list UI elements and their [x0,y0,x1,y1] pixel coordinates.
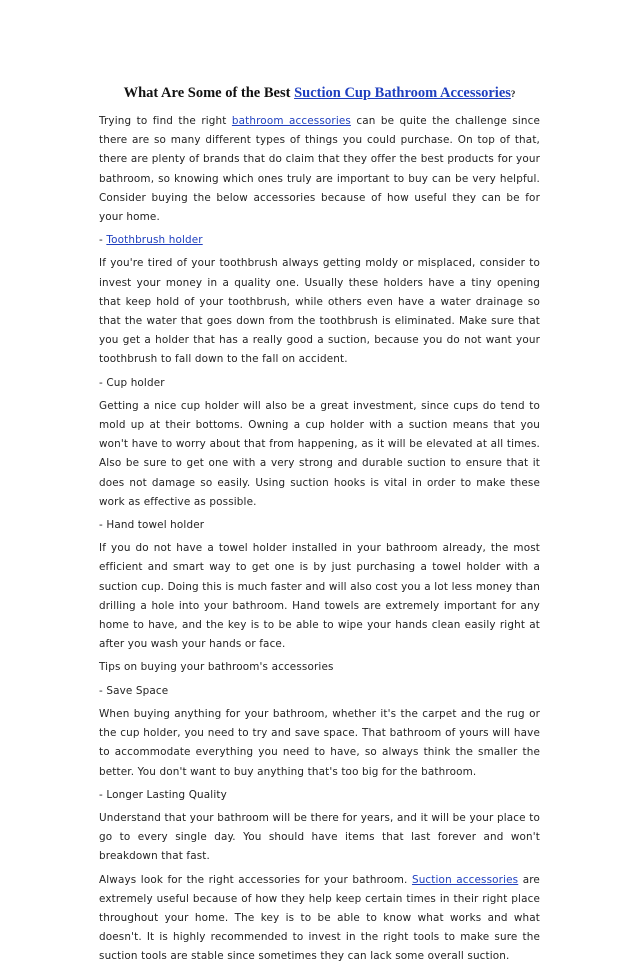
title-link[interactable]: Suction Cup Bathroom Accessories [294,85,511,101]
closing-paragraph [99,871,540,967]
quality-heading: - Longer Lasting Quality [99,788,227,801]
page-title [99,84,540,103]
intro-text-start: Trying to find the right [99,115,232,127]
towel-paragraph: If you do not have a towel holder installed in your bathroom already, the most efficient and smart way to get one is by just purchasing a towel holder with a suction cup. Doing this is much faster and will also cost you a lot less money than drilling a hole into your bathroom. Hand towels are extremely important for any home to have, and the key is to be able to wipe your hands clean easily right at after you wash your hands or face. [99,542,540,651]
toothbrush-dash: - [99,234,107,247]
article [99,84,540,967]
suction-accessories-link[interactable]: Suction accessories [411,873,519,886]
closing-text-end: are extremely useful because of how they help keep certain times in their right place throughout your home. The key is to be able to know what works and what doesn't. It is highly recommended to invest in the right tools to make sure the suction tools are stable since sometimes they can lack some overall suction. [99,873,540,963]
title-prefix: What Are Some of the Best [123,85,295,101]
cup-paragraph: Getting a nice cup holder will also be a great investment, since cups do tend to mold up at their bottoms. Owning a cup holder with a suction means that you won't have to worry about that from happening, as it will be elevated at all times. Also be sure to get one with a very strong and durable suction to ensure that it does not damage so easily. Using suction hooks is vital in order to make these work as effective as possible. [99,399,540,508]
toothbrush-heading [99,231,540,250]
closing-text-start: Always look for the right accessories for your bathroom. [99,873,412,886]
tips-heading: Tips on buying your bathroom's accessories [99,661,334,674]
intro-text-end: can be quite the challenge since there are so many different types of things you could purchase. On top of that, there are plenty of brands that do claim that they offer the best products for your bathroom, so knowing which ones truly are important to buy can be very helpful. Consider buying the below accessories because of how useful they can be for your home. [99,115,540,224]
title-suffix: ? [510,89,516,99]
intro-paragraph [99,112,540,227]
cup-heading: - Cup holder [99,376,165,389]
space-paragraph: When buying anything for your bathroom, whether it's the carpet and the rug or the cup holder, you need to try and save space. That bathroom of yours will have to accommodate everything you need to have, so always think the smaller the better. You don't want to buy anything that's too big for the bathroom. [99,707,540,778]
toothbrush-paragraph: If you're tired of your toothbrush always getting moldy or misplaced, consider to invest your money in a quality one. Usually these holders have a tiny opening that keep hold of your toothbrush, while others even have a water drainage so that the water that goes down from the toothbrush is eliminated. Make sure that you get a holder that has a really good a suction, because you do not want your toothbrush to fall down to the fall on accident. [99,257,540,366]
bathroom-accessories-link[interactable]: bathroom accessories [231,115,351,127]
space-heading: - Save Space [99,684,169,697]
towel-heading: - Hand towel holder [99,519,205,532]
quality-paragraph: Understand that your bathroom will be there for years, and it will be your place to go to every single day. You should have items that last forever and won't breakdown that fast. [99,811,540,863]
toothbrush-holder-link[interactable]: Toothbrush holder [106,234,203,247]
